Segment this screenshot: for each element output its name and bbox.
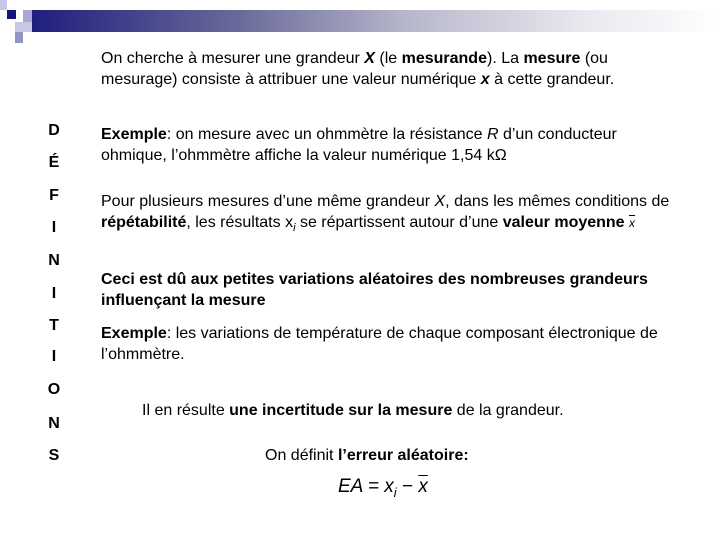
side-letter: F <box>49 187 59 204</box>
decor-square <box>15 22 32 32</box>
paragraph-random-error: On définit l’erreur aléatoire: <box>265 447 469 464</box>
paragraph-example-2: Exemple: les variations de température de chaque composant électronique de l’ohmmètre. <box>101 325 658 363</box>
decor-square <box>7 10 16 19</box>
side-letter: I <box>51 348 57 365</box>
decor-square <box>0 0 7 10</box>
side-letter: I <box>51 219 57 236</box>
paragraph-definition: On cherche à mesurer une grandeur X (le mesurande). La mesure (ou mesurage) consiste à attribuer une valeur numérique x à cette grandeur. <box>101 50 615 88</box>
side-letter: N <box>48 252 60 269</box>
side-letter: I <box>51 285 57 302</box>
side-letter: É <box>48 154 60 171</box>
paragraph-variations: Ceci est dû aux petites variations aléatoires des nombreuses grandeurs influençant la mesure <box>101 271 648 309</box>
side-letter: T <box>49 317 59 334</box>
side-letter: O <box>47 381 61 398</box>
paragraph-uncertainty: Il en résulte une incertitude sur la mesure de la grandeur. <box>142 402 564 419</box>
paragraph-example-1: Exemple: on mesure avec un ohmmètre la résistance R d’un conducteur ohmique, l’ohmmètre affiche la valeur numérique 1,54 kΩ <box>101 126 617 164</box>
decor-square <box>15 32 23 43</box>
title-bar <box>32 10 720 32</box>
paragraph-repeatability: Pour plusieurs mesures d’une même grandeur X, dans les mêmes conditions de répétabilité, les résultats $x_i$ se répartissent autour d’une valeur moyenne $\overline{x}$ <box>101 193 670 235</box>
random-error-formula: EA = $x_i - \overline{x}$ <box>338 476 428 500</box>
side-letter: N <box>48 415 60 432</box>
side-letter: D <box>48 122 60 139</box>
side-letter: S <box>48 447 60 464</box>
